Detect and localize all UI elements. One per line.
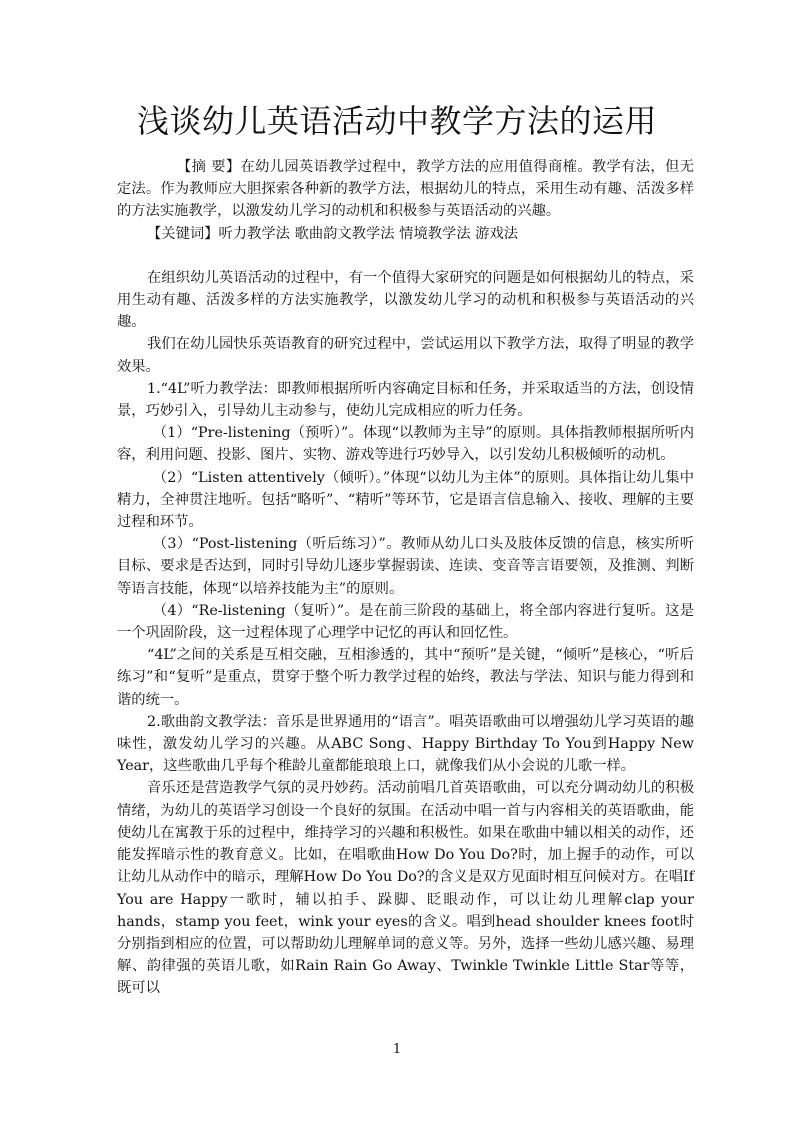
keywords-label: 【关键词】 <box>147 225 219 242</box>
paragraph: 1.“4L”听力教学法：即教师根据所听内容确定目标和任务，并采取适当的方法，创设情景，巧妙引入，引导幼儿主动参与，使幼儿完成相应的听力任务。 <box>117 380 694 420</box>
paragraph: 音乐还是营造教学气氛的灵丹妙药。活动前唱几首英语歌曲，可以充分调动幼儿的积极情绪，为幼儿的英语学习创设一个良好的氛围。在活动中唱一首与内容相关的英语歌曲，能使幼儿在寓教于乐的过程中，维持学习的兴趣和积极性。如果在歌曲中辅以相关的动作，还能发挥暗示性的教育意义。比如，在唱歌曲How Do You Do?时，加上握手的动作，可以让幼儿从动作中的暗示，理解How Do You Do?的含义是双方见面时相互问候对方。在唱If You are Happy一歌时，辅以拍手、跺脚、眨眼动作，可以让幼儿理解clap your hands，stamp you feet，wink your eyes的含义。唱到head shoulder knees foot时分别指到相应的位置，可以帮助幼儿理解单词的意义等。另外，选择一些幼儿感兴趣、易理解、韵律强的英语儿歌，如Rain Rain Go Away、Twinkle Twinkle Little Star等等，既可以 <box>117 780 694 997</box>
keywords-text: 听力教学法 歌曲韵文教学法 情境教学法 游戏法 <box>218 225 519 242</box>
paragraph: 我们在幼儿园快乐英语教育的研究过程中，尝试运用以下教学方法，取得了明显的教学效果。 <box>117 336 694 375</box>
document-body <box>117 156 694 1000</box>
document-title: 浅谈幼儿英语活动中教学方法的运用 <box>136 102 657 140</box>
abstract-label: 【摘 要】 <box>177 159 241 175</box>
paragraph: 2.歌曲韵文教学法：音乐是世界通用的“语言”。唱英语歌曲可以增强幼儿学习英语的趣味性，激发幼儿学习的兴趣。从ABC Song、Happy Birthday To You到Happy New Year，这些歌曲几乎每个稚龄儿童都能琅琅上口，就像我们从小会说的儿歌一样。 <box>117 713 694 775</box>
keywords <box>117 223 694 245</box>
paragraph: （3）“Post-listening（听后练习）”。教师从幼儿口头及肢体反馈的信息，核实所听目标、要求是否达到，同时引导幼儿逐步掌握弱读、连读、变音等言语要领，及推测、判断等语言技能，体现“以培养技能为主”的原则。 <box>117 536 694 597</box>
paragraph: （4）“Re-listening（复听）”。是在前三阶段的基础上，将全部内容进行复听。这是一个巩固阶段，这一过程体现了心理学中记忆的再认和回忆性。 <box>117 602 694 642</box>
abstract-text: 在幼儿园英语教学过程中，教学方法的应用值得商榷。教学有法，但无定法。作为教师应大胆探索各种新的教学方法，根据幼儿的特点，采用生动有趣、活泼多样的方法实施教学，以激发幼儿学习的动机和积极参与英语活动的兴趣。 <box>117 159 694 220</box>
paragraph: “4L”之间的关系是互相交融，互相渗透的，其中“预听”是关键，“倾听”是核心，“听后练习”和“复听”是重点，贯穿于整个听力教学过程的始终，教法与学法、知识与能力得到和谐的统一。 <box>117 647 694 708</box>
paragraph: （1）“Pre-listening（预听）”。体现“以教师为主导”的原则。具体指教师根据所听内容，利用问题、投影、图片、实物、游戏等进行巧妙导入，以引发幼儿积极倾听的动机。 <box>117 425 694 464</box>
paragraph: （2）“Listen attentively（倾听）。”体现“以幼儿为主体”的原则。具体指让幼儿集中精力，全神贯注地听。包括“略听”、“精听”等环节，它是语言信息输入、接收、理解的主要过程和环节。 <box>117 469 694 531</box>
abstract <box>117 156 694 223</box>
section-gap <box>117 245 694 267</box>
paragraph: 在组织幼儿英语活动的过程中，有一个值得大家研究的问题是如何根据幼儿的特点，采用生动有趣、活泼多样的方法实施教学，以激发幼儿学习的动机和积极参与英语活动的兴趣。 <box>117 269 694 331</box>
page-number: 1 <box>392 1042 402 1057</box>
